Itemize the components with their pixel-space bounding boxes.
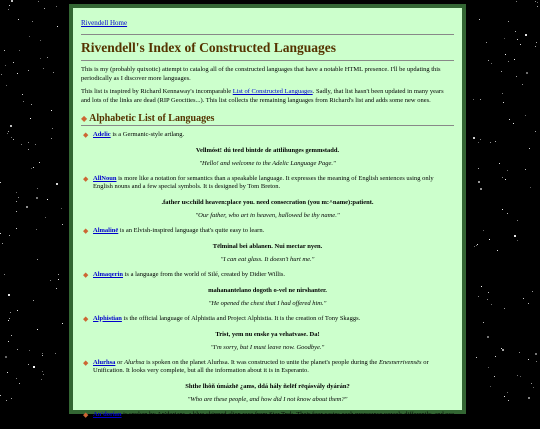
star-dot — [497, 250, 498, 251]
star-dot — [28, 70, 29, 71]
star-dot — [11, 335, 12, 336]
star-dot — [16, 378, 17, 379]
star-dot — [16, 192, 17, 193]
sample-sentence: Shthe lhôñ úmázhë ¿ams, ddá hály ñelëf rëqásvály dyárán? — [185, 383, 350, 391]
star-dot — [478, 181, 480, 183]
star-dot — [19, 50, 20, 51]
star-dot — [516, 1, 517, 2]
star-dot — [51, 138, 52, 139]
language-link-andorian[interactable]: An'dorian — [93, 411, 122, 419]
star-dot — [525, 169, 526, 170]
page-title: Rivendell's Index of Constructed Languages — [81, 40, 337, 55]
star-dot — [17, 349, 18, 350]
language-list — [81, 411, 454, 429]
star-dot — [9, 235, 10, 236]
star-dot — [491, 304, 492, 305]
star-dot — [42, 355, 43, 356]
star-dot — [505, 179, 506, 180]
star-dot — [55, 353, 56, 354]
section-heading — [81, 113, 454, 126]
star-dot — [531, 383, 532, 384]
star-dot — [58, 279, 59, 280]
diamond-bullet-icon: ◆ — [83, 411, 89, 420]
star-dot — [487, 336, 489, 338]
divider — [81, 60, 454, 61]
star-dot — [529, 148, 530, 149]
star-dot — [494, 376, 495, 377]
star-dot — [535, 353, 537, 355]
star-dot — [31, 104, 32, 105]
star-dot — [536, 361, 537, 362]
star-dot — [9, 5, 10, 6]
language-item-adelic — [83, 130, 454, 140]
star-dot — [31, 168, 32, 169]
star-dot — [50, 280, 51, 281]
star-dot — [5, 65, 6, 66]
star-dot — [487, 299, 488, 300]
star-dot — [533, 387, 534, 388]
star-dot — [16, 211, 17, 212]
star-dot — [61, 208, 62, 209]
diamond-bullet-icon: ◆ — [81, 113, 88, 123]
star-dot — [477, 244, 478, 245]
inspiration-paragraph — [81, 88, 454, 106]
star-dot — [504, 38, 505, 39]
star-dot — [476, 245, 477, 246]
star-dot — [5, 356, 7, 358]
star-dot — [528, 397, 530, 399]
star-dot — [56, 288, 57, 289]
star-dot — [37, 259, 38, 260]
language-item-alphistian — [83, 314, 454, 324]
star-dot — [11, 398, 12, 399]
star-dot — [502, 209, 503, 210]
language-link-adelic[interactable]: Adelic — [93, 130, 111, 138]
star-dot — [502, 177, 503, 178]
star-dot — [28, 142, 29, 143]
star-dot — [42, 353, 43, 354]
language-item-almaline — [83, 227, 454, 236]
language-link-allnoun[interactable]: AllNoun — [93, 174, 117, 182]
star-dot — [474, 246, 475, 247]
star-dot — [507, 170, 508, 171]
star-dot — [528, 359, 529, 360]
star-dot — [507, 213, 508, 214]
star-dot — [517, 220, 518, 221]
star-dot — [480, 139, 481, 140]
sample-translation: "Hello! and welcome to the Adelic Language Page." — [199, 159, 336, 167]
star-dot — [58, 274, 59, 275]
star-dot — [490, 142, 491, 143]
star-dot — [537, 2, 538, 3]
star-dot — [18, 197, 19, 198]
sample-translation: "He opened the chest that I had offered him." — [208, 299, 327, 307]
sample-translation: "I'm sorry, but I must leave now. Goodbye." — [210, 343, 325, 351]
star-dot — [486, 42, 487, 43]
language-desc: is spoken on the planet Alurhsa. It was constructed to unite the planet's people during the — [144, 358, 379, 366]
star-dot — [515, 31, 516, 32]
star-dot — [44, 8, 45, 9]
star-dot — [17, 73, 18, 74]
star-dot — [43, 374, 44, 375]
diamond-bullet-icon: ◆ — [83, 130, 89, 139]
star-dot — [29, 350, 30, 351]
language-link-alphistian[interactable]: Alphistian — [93, 314, 122, 322]
star-dot — [514, 59, 515, 60]
star-dot — [535, 1, 536, 2]
star-dot — [9, 318, 10, 319]
diamond-bullet-icon: ◆ — [83, 358, 89, 367]
language-desc: is an Elvish-inspired language that's quite easy to learn. — [118, 227, 265, 235]
sample-sentence: Vellmóst! dú teed bintde de attlihunges gemmstadd. — [195, 146, 340, 154]
star-dot — [491, 63, 492, 64]
star-dot — [0, 182, 1, 183]
star-dot — [1, 74, 2, 75]
star-dot — [21, 144, 22, 145]
star-dot — [57, 26, 58, 27]
language-desc: is a language from the world of Silé, created by Didier Willis. — [122, 270, 286, 278]
star-dot — [525, 115, 526, 116]
star-dot — [530, 187, 531, 188]
star-dot — [19, 383, 20, 384]
star-dot — [495, 356, 496, 357]
star-dot — [62, 323, 63, 324]
sample-translation: "I can eat glass. It doesn't hurt me." — [220, 255, 315, 263]
star-dot — [22, 94, 23, 95]
star-dot — [35, 144, 36, 145]
sample-translation: "Who are these people, and how did I not know about them?" — [187, 396, 348, 404]
star-dot — [479, 19, 480, 20]
star-dot — [62, 224, 63, 225]
star-dot — [40, 58, 41, 59]
star-dot — [17, 310, 18, 311]
star-dot — [519, 352, 520, 353]
language-link-alurhsa[interactable]: Alurhsa — [93, 358, 116, 366]
language-item-almaqerin — [83, 270, 454, 280]
star-dot — [16, 201, 17, 202]
star-dot — [8, 341, 9, 342]
star-dot — [6, 85, 7, 86]
star-dot — [7, 372, 8, 373]
star-dot — [499, 163, 500, 164]
diamond-bullet-icon: ◆ — [83, 227, 89, 236]
diamond-bullet-icon: ◆ — [83, 270, 89, 279]
star-dot — [503, 102, 504, 103]
star-dot — [535, 131, 536, 132]
star-dot — [29, 36, 30, 37]
star-dot — [517, 240, 518, 241]
content-panel — [69, 4, 466, 427]
sample-sentence: Tëlminal bei ablanen. Nui mectar nyen. — [212, 242, 323, 250]
star-dot — [478, 296, 479, 297]
diamond-bullet-icon: ◆ — [83, 174, 89, 183]
star-dot — [13, 139, 14, 140]
star-dot — [38, 1, 39, 2]
language-desc: is the official language of Alphistia and Project Alphistia. It is the creation of Tony Skaggs. — [121, 314, 361, 322]
language-list — [81, 175, 454, 193]
star-dot — [40, 40, 41, 41]
star-dot — [526, 72, 528, 74]
star-dot — [8, 294, 10, 296]
sample-translation: "Our father, who art in heaven, hallowed be thy name." — [195, 212, 340, 220]
language-list — [81, 131, 454, 140]
star-dot — [501, 348, 502, 349]
language-list — [81, 359, 454, 377]
star-dot — [13, 62, 14, 63]
star-dot — [52, 128, 53, 129]
home-link[interactable]: Rivendell Home — [81, 19, 128, 27]
star-dot — [514, 235, 516, 237]
star-dot — [16, 228, 17, 229]
star-dot — [480, 188, 482, 190]
star-dot — [483, 322, 484, 323]
language-link-almaqerin[interactable]: Almaqerin — [93, 270, 123, 278]
star-dot — [507, 392, 508, 393]
star-dot — [10, 125, 12, 127]
star-dot — [537, 6, 538, 7]
language-list — [81, 227, 454, 236]
language-desc-tail: or Unification. It looks very complete, but all the information about it is in Esperanto. — [93, 358, 429, 375]
language-desc: is more like a notation for semantics than a speakable language. It expresses the meaning of English sentences using only English nouns and a few special symbols. It is designed by Tom Breton. — [93, 174, 434, 191]
sample-sentence: Trist, yem nu enske ya vehatvase. Da! — [215, 330, 320, 338]
star-dot — [53, 72, 54, 73]
section-title: Alphabetic List of Languages — [89, 112, 215, 124]
star-dot — [4, 274, 5, 275]
sample-sentence: mahanantelano dogoth o-vel ne nirshanter. — [208, 286, 327, 294]
star-dot — [42, 371, 43, 372]
inspiration-text: This list is inspired by Richard Kennaway's incomparable — [81, 88, 233, 96]
star-dot — [490, 386, 491, 387]
star-dot — [508, 400, 509, 401]
language-item-alurhsa — [83, 358, 454, 377]
star-dot — [478, 168, 479, 169]
star-dot — [32, 21, 33, 22]
divider — [81, 34, 454, 35]
star-dot — [37, 329, 38, 330]
star-dot — [488, 292, 489, 293]
star-dot — [495, 141, 496, 142]
star-dot — [28, 149, 29, 150]
language-desc-or: or — [115, 358, 125, 366]
star-dot — [480, 99, 481, 100]
star-dot — [39, 162, 40, 163]
star-dot — [47, 57, 48, 58]
star-dot — [504, 308, 505, 309]
star-dot — [43, 68, 44, 69]
star-dot — [23, 101, 24, 102]
star-dot — [520, 44, 521, 45]
star-dot — [502, 93, 503, 94]
star-dot — [51, 110, 52, 111]
star-dot — [536, 42, 537, 43]
language-desc: is a Germanic-style artlang. — [110, 130, 185, 138]
intro-paragraph: This is my (probably quixotic) attempt to catalog all of the constructed languages that have a notable HTML presence. I'll be updating this periodically as I discover more languages. — [81, 65, 441, 82]
star-dot — [517, 375, 518, 376]
star-dot — [504, 396, 505, 397]
star-dot — [0, 395, 1, 396]
star-dot — [36, 229, 37, 230]
star-dot — [28, 364, 29, 365]
star-dot — [11, 137, 12, 138]
star-dot — [488, 367, 489, 368]
star-dot — [8, 9, 9, 10]
language-desc: is spoken by An'dorians, a blue-skinned alien race from Star Trek. Their four castes each pronounce vowels differently, and use different pronouns. Nouns are divided into eight classes: abstract, animate, flat, long, round, sentient, spongy, and wet. — [93, 411, 455, 427]
star-dot — [528, 303, 529, 304]
diamond-bullet-icon: ◆ — [83, 314, 89, 323]
star-dot — [8, 131, 9, 132]
star-dot — [516, 76, 517, 77]
language-link-almaline[interactable]: Almalinë — [93, 227, 119, 235]
star-dot — [522, 84, 523, 85]
star-dot — [2, 243, 3, 244]
inspiration-text-tail: . Sadly, that list hasn't been updated in many years and lots of the links are dead (RIP Geocities...). This list collects the remaining languages from Richard's list and adds some new ones. — [81, 88, 444, 105]
star-dot — [6, 400, 7, 401]
language-list — [81, 315, 454, 324]
language-alt-term: Enesnerrivensës — [378, 358, 422, 366]
star-dot — [508, 61, 509, 62]
star-dot — [473, 137, 475, 139]
star-dot — [56, 183, 58, 185]
star-dot — [483, 230, 484, 231]
star-dot — [473, 99, 474, 100]
star-dot — [517, 39, 518, 40]
star-dot — [33, 167, 34, 168]
language-alt-name: Alurhsa — [124, 358, 145, 366]
language-item-allnoun — [83, 174, 454, 193]
star-dot — [33, 366, 35, 368]
star-dot — [509, 119, 510, 120]
star-dot — [502, 349, 504, 351]
star-dot — [36, 197, 38, 199]
star-dot — [41, 379, 42, 380]
star-dot — [56, 6, 57, 7]
star-dot — [508, 21, 509, 22]
star-dot — [513, 123, 514, 124]
star-dot — [47, 199, 48, 200]
sample-sentence: .father us:child heaven:place you. need consecration (you m:^name):patient. — [161, 199, 374, 207]
star-dot — [489, 239, 490, 240]
star-dot — [488, 60, 489, 61]
star-dot — [11, 0, 13, 2]
star-dot — [8, 320, 9, 321]
star-dot — [535, 46, 536, 47]
star-dot — [4, 50, 5, 51]
star-dot — [45, 217, 46, 218]
language-list — [81, 271, 454, 280]
star-dot — [476, 357, 477, 358]
star-dot — [10, 312, 11, 313]
star-dot — [532, 291, 533, 292]
star-dot — [0, 233, 1, 234]
star-dot — [7, 133, 8, 134]
star-dot — [33, 300, 34, 301]
star-dot — [37, 188, 38, 189]
star-dot — [523, 298, 524, 299]
star-dot — [501, 71, 502, 72]
star-dot — [26, 206, 28, 208]
kennaway-list-link[interactable]: List of Constructed Languages — [232, 88, 313, 96]
star-dot — [18, 19, 19, 20]
star-dot — [30, 118, 31, 119]
star-dot — [525, 34, 527, 36]
language-item-andorian — [83, 411, 455, 429]
star-dot — [481, 286, 482, 287]
star-dot — [478, 142, 479, 143]
star-dot — [520, 376, 521, 377]
star-dot — [505, 54, 506, 55]
